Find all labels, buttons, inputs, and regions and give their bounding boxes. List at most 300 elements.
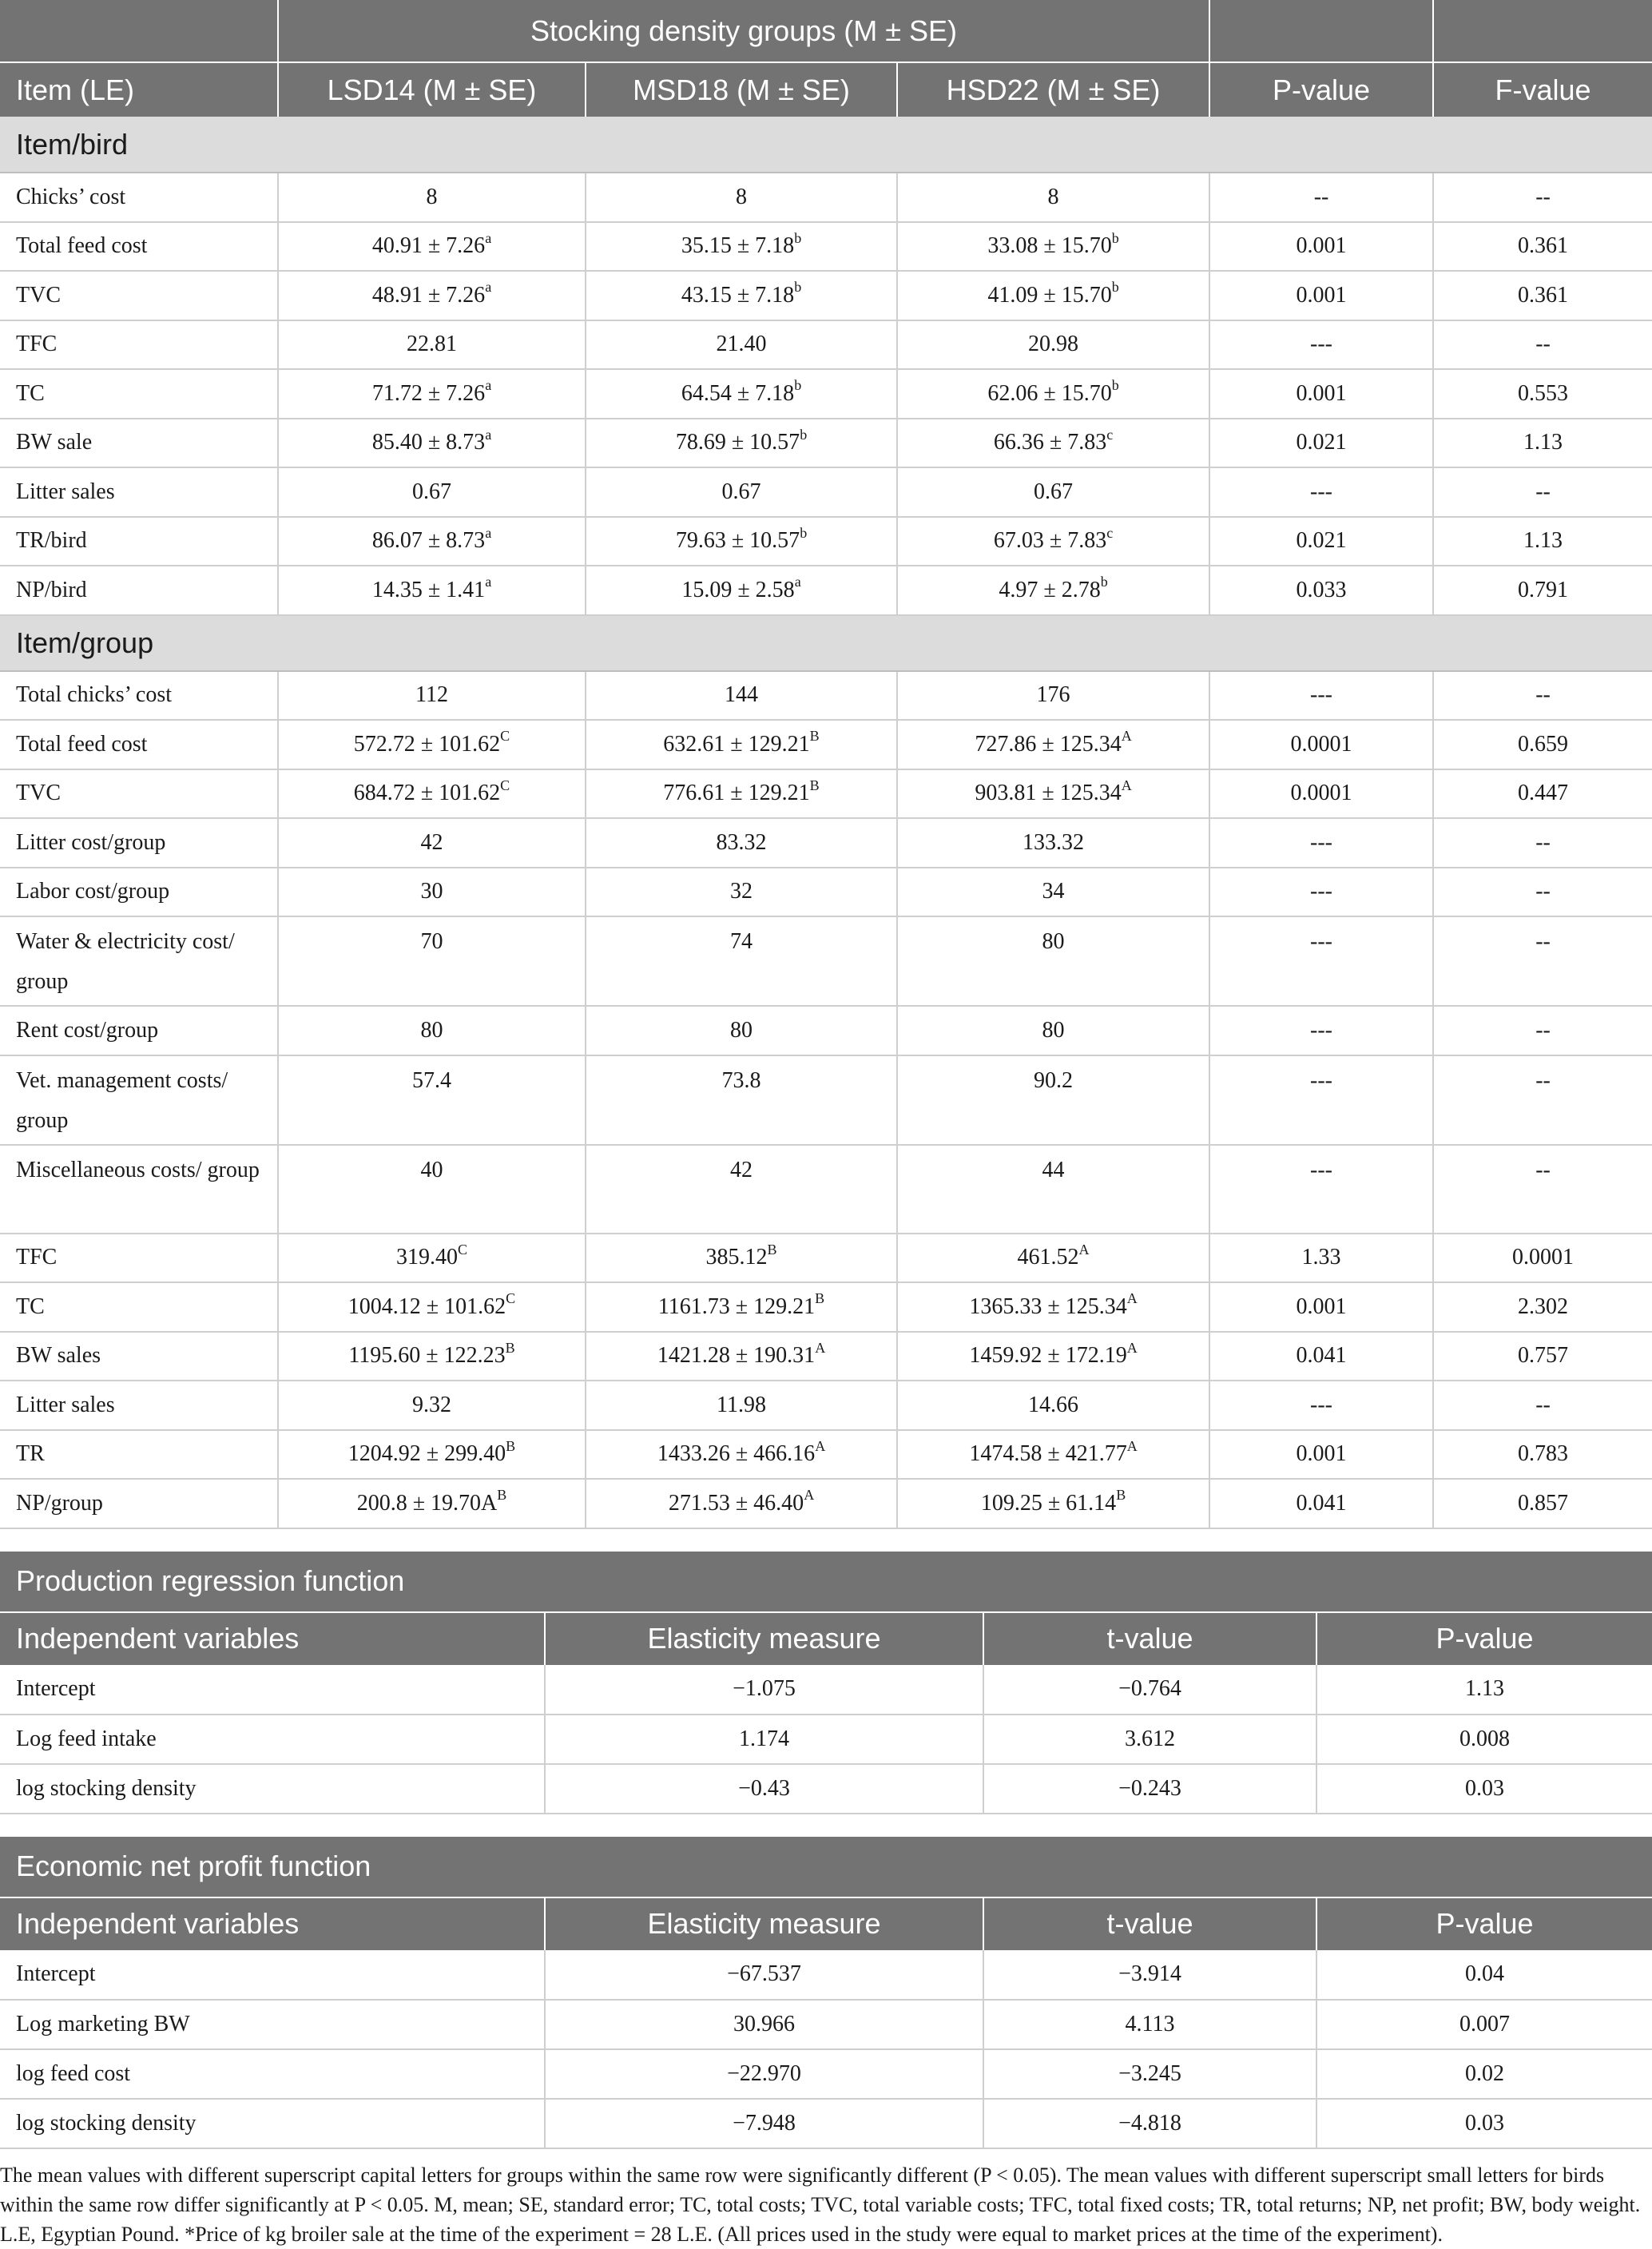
column-header-p-value: P-value xyxy=(1209,62,1433,117)
p-value-cell: --- xyxy=(1209,868,1433,917)
regression-column-header: t-value xyxy=(983,1612,1316,1665)
msd-value-cell xyxy=(586,1332,897,1381)
significance-superscript: C xyxy=(500,777,510,793)
significance-superscript: b xyxy=(794,229,802,246)
section-row xyxy=(0,117,1652,173)
regression-title: Production regression function xyxy=(0,1552,1652,1612)
table-row xyxy=(0,916,1652,1006)
table-row xyxy=(0,671,1652,721)
mean-value: 1459.92 ± 172.19 xyxy=(969,1343,1127,1369)
regression-cell: 0.008 xyxy=(1316,1715,1652,1764)
hsd-value-cell xyxy=(897,1479,1209,1528)
mean-value: 14.35 ± 1.41 xyxy=(371,577,486,602)
msd-value-cell xyxy=(586,1479,897,1528)
regression-cell: −3.245 xyxy=(983,2049,1316,2099)
lsd-value-cell xyxy=(278,916,586,1006)
table-row xyxy=(0,271,1652,320)
mean-value: 11.98 xyxy=(717,1392,766,1417)
header-blank-cell xyxy=(0,0,278,62)
msd-value-cell xyxy=(586,271,897,320)
regression-cell: −7.948 xyxy=(545,2099,983,2148)
lsd-value-cell xyxy=(278,369,586,419)
msd-value-cell xyxy=(586,916,897,1006)
f-value-cell: 0.0001 xyxy=(1433,1234,1652,1283)
table-row xyxy=(0,566,1652,615)
hsd-value-cell xyxy=(897,419,1209,468)
item-cell: Total feed cost xyxy=(0,720,278,769)
f-value-cell: -- xyxy=(1433,320,1652,370)
table-row xyxy=(0,868,1652,917)
item-cell: Labor cost/group xyxy=(0,868,278,917)
header-blank-cell xyxy=(1433,0,1652,62)
msd-value-cell xyxy=(586,818,897,868)
p-value-cell: 0.001 xyxy=(1209,271,1433,320)
item-cell: Vet. management costs/ group xyxy=(0,1055,278,1145)
p-value-cell: 0.0001 xyxy=(1209,720,1433,769)
table-row xyxy=(0,1665,1652,1715)
significance-superscript: A xyxy=(815,1339,826,1356)
column-header-item: Item (LE) xyxy=(0,62,278,117)
item-cell: TC xyxy=(0,1282,278,1332)
msd-value-cell xyxy=(586,1282,897,1332)
lsd-value-cell xyxy=(278,818,586,868)
regression-cell: Log feed intake xyxy=(0,1715,545,1764)
significance-superscript: B xyxy=(505,1339,515,1356)
f-value-cell: 0.783 xyxy=(1433,1430,1652,1480)
mean-value: 133.32 xyxy=(1023,829,1085,855)
msd-value-cell xyxy=(586,517,897,566)
regression-column-header: t-value xyxy=(983,1897,1316,1950)
significance-superscript: a xyxy=(794,574,801,590)
lsd-value-cell xyxy=(278,173,586,222)
f-value-cell: -- xyxy=(1433,467,1652,517)
table-row xyxy=(0,222,1652,272)
p-value-cell: 0.021 xyxy=(1209,517,1433,566)
msd-value-cell xyxy=(586,868,897,917)
mean-value: 57.4 xyxy=(412,1067,451,1093)
p-value-cell: --- xyxy=(1209,1381,1433,1430)
table-row xyxy=(0,1430,1652,1480)
hsd-value-cell xyxy=(897,769,1209,819)
mean-value: 90.2 xyxy=(1034,1067,1074,1093)
hsd-value-cell xyxy=(897,320,1209,370)
mean-value: 461.52 xyxy=(1017,1245,1079,1270)
msd-value-cell xyxy=(586,1006,897,1055)
table-row xyxy=(0,1006,1652,1055)
mean-value: 9.32 xyxy=(412,1392,451,1417)
p-value-cell: --- xyxy=(1209,818,1433,868)
significance-superscript: A xyxy=(1121,777,1132,793)
msd-value-cell xyxy=(586,566,897,615)
significance-superscript: b xyxy=(800,426,808,443)
mean-value: 66.36 ± 7.83 xyxy=(993,430,1107,455)
mean-value: 78.69 ± 10.57 xyxy=(675,430,800,455)
regression-column-header: Elasticity measure xyxy=(545,1612,983,1665)
table-row xyxy=(0,467,1652,517)
p-value-cell: 0.001 xyxy=(1209,222,1433,272)
significance-superscript: a xyxy=(485,524,492,541)
item-cell: BW sale xyxy=(0,419,278,468)
hsd-value-cell xyxy=(897,720,1209,769)
significance-superscript: a xyxy=(485,229,492,246)
table-row xyxy=(0,1950,1652,2000)
table-row xyxy=(0,1479,1652,1528)
msd-value-cell xyxy=(586,1381,897,1430)
regression-cell: −0.43 xyxy=(545,1764,983,1814)
item-cell: TVC xyxy=(0,271,278,320)
f-value-cell: 1.13 xyxy=(1433,419,1652,468)
significance-superscript: C xyxy=(506,1290,516,1307)
msd-value-cell xyxy=(586,769,897,819)
regression-header-row xyxy=(0,1897,1652,1950)
f-value-cell: -- xyxy=(1433,173,1652,222)
mean-value: 70 xyxy=(420,929,443,954)
mean-value: 86.07 ± 8.73 xyxy=(371,528,486,554)
f-value-cell: 0.361 xyxy=(1433,271,1652,320)
p-value-cell: --- xyxy=(1209,320,1433,370)
mean-value: 8 xyxy=(736,184,747,209)
regression-cell: 0.007 xyxy=(1316,2000,1652,2049)
item-cell: TR/bird xyxy=(0,517,278,566)
significance-superscript: C xyxy=(457,1241,467,1258)
significance-superscript: b xyxy=(1111,229,1119,246)
p-value-cell: --- xyxy=(1209,671,1433,721)
p-value-cell: --- xyxy=(1209,1006,1433,1055)
lsd-value-cell xyxy=(278,868,586,917)
p-value-cell: 0.041 xyxy=(1209,1479,1433,1528)
regression-column-header: P-value xyxy=(1316,1612,1652,1665)
regression-cell: 0.03 xyxy=(1316,2099,1652,2148)
section-row xyxy=(0,615,1652,671)
f-value-cell: 2.302 xyxy=(1433,1282,1652,1332)
mean-value: 176 xyxy=(1036,682,1070,708)
significance-superscript: A xyxy=(1126,1290,1138,1307)
mean-value: 67.03 ± 7.83 xyxy=(993,528,1107,554)
table-row xyxy=(0,2099,1652,2148)
hsd-value-cell xyxy=(897,271,1209,320)
lsd-value-cell xyxy=(278,1332,586,1381)
lsd-value-cell xyxy=(278,1145,586,1234)
significance-superscript: a xyxy=(485,377,492,394)
mean-value: 776.61 ± 129.21 xyxy=(663,781,810,806)
mean-value: 632.61 ± 129.21 xyxy=(663,731,810,757)
item-cell: Litter sales xyxy=(0,467,278,517)
regression-cell: 1.174 xyxy=(545,1715,983,1764)
f-value-cell: -- xyxy=(1433,1006,1652,1055)
lsd-value-cell xyxy=(278,517,586,566)
significance-superscript: B xyxy=(497,1487,507,1504)
hsd-value-cell xyxy=(897,1006,1209,1055)
msd-value-cell xyxy=(586,222,897,272)
table-row xyxy=(0,2049,1652,2099)
mean-value: 1195.60 ± 122.23 xyxy=(348,1343,506,1369)
regression-cell: log stocking density xyxy=(0,2099,545,2148)
hsd-value-cell xyxy=(897,369,1209,419)
significance-superscript: b xyxy=(794,377,802,394)
mean-value: 80 xyxy=(730,1017,753,1043)
mean-value: 8 xyxy=(1047,184,1059,209)
item-cell: TR xyxy=(0,1430,278,1480)
mean-value: 0.67 xyxy=(1034,479,1074,504)
hsd-value-cell xyxy=(897,467,1209,517)
mean-value: 1421.28 ± 190.31 xyxy=(657,1343,816,1369)
regression-cell: −67.537 xyxy=(545,1950,983,2000)
mean-value: 1161.73 ± 129.21 xyxy=(657,1293,816,1319)
regression-table xyxy=(0,1837,1652,2149)
header-row-groups xyxy=(0,0,1652,62)
table-row xyxy=(0,320,1652,370)
significance-superscript: B xyxy=(767,1241,777,1258)
regression-cell: 3.612 xyxy=(983,1715,1316,1764)
regression-header-row xyxy=(0,1612,1652,1665)
hsd-value-cell xyxy=(897,916,1209,1006)
table-row xyxy=(0,818,1652,868)
mean-value: 85.40 ± 8.73 xyxy=(371,430,486,455)
mean-value: 74 xyxy=(730,929,753,954)
mean-value: 40.91 ± 7.26 xyxy=(371,233,486,259)
regression-cell: log feed cost xyxy=(0,2049,545,2099)
significance-superscript: A xyxy=(815,1437,826,1454)
mean-value: 572.72 ± 101.62 xyxy=(353,731,501,757)
p-value-cell: 0.033 xyxy=(1209,566,1433,615)
regression-cell: −4.818 xyxy=(983,2099,1316,2148)
mean-value: 15.09 ± 2.58 xyxy=(681,577,795,602)
msd-value-cell xyxy=(586,419,897,468)
lsd-value-cell xyxy=(278,1479,586,1528)
column-header-lsd14: LSD14 (M ± SE) xyxy=(278,62,586,117)
p-value-cell: -- xyxy=(1209,173,1433,222)
regression-cell: −1.075 xyxy=(545,1665,983,1715)
table-row xyxy=(0,1234,1652,1283)
lsd-value-cell xyxy=(278,1006,586,1055)
msd-value-cell xyxy=(586,1234,897,1283)
table-row xyxy=(0,419,1652,468)
item-cell: BW sales xyxy=(0,1332,278,1381)
mean-value: 73.8 xyxy=(721,1067,761,1093)
lsd-value-cell xyxy=(278,1282,586,1332)
item-cell: Total chicks’ cost xyxy=(0,671,278,721)
mean-value: 1004.12 ± 101.62 xyxy=(347,1293,506,1319)
mean-value: 48.91 ± 7.26 xyxy=(371,282,486,308)
regression-cell: 4.113 xyxy=(983,2000,1316,2049)
significance-superscript: A xyxy=(804,1487,815,1504)
table-row xyxy=(0,1764,1652,1814)
f-value-cell: 0.857 xyxy=(1433,1479,1652,1528)
mean-value: 80 xyxy=(1042,929,1065,954)
msd-value-cell xyxy=(586,1055,897,1145)
mean-value: 43.15 ± 7.18 xyxy=(681,282,795,308)
regression-title-row xyxy=(0,1837,1652,1897)
lsd-value-cell xyxy=(278,566,586,615)
item-cell: Litter cost/group xyxy=(0,818,278,868)
mean-value: 1433.26 ± 466.16 xyxy=(657,1441,816,1467)
item-cell: NP/group xyxy=(0,1479,278,1528)
significance-superscript: A xyxy=(1078,1241,1090,1258)
msd-value-cell xyxy=(586,369,897,419)
lsd-value-cell xyxy=(278,320,586,370)
hsd-value-cell xyxy=(897,1055,1209,1145)
significance-superscript: c xyxy=(1106,426,1114,443)
msd-value-cell xyxy=(586,467,897,517)
item-cell: TVC xyxy=(0,769,278,819)
lsd-value-cell xyxy=(278,1055,586,1145)
mean-value: 34 xyxy=(1042,879,1065,904)
f-value-cell: -- xyxy=(1433,916,1652,1006)
lsd-value-cell xyxy=(278,419,586,468)
msd-value-cell xyxy=(586,671,897,721)
significance-superscript: B xyxy=(1116,1487,1126,1504)
significance-superscript: b xyxy=(1100,574,1108,590)
significance-superscript: B xyxy=(815,1290,825,1307)
p-value-cell: 0.021 xyxy=(1209,419,1433,468)
significance-superscript: B xyxy=(809,777,820,793)
hsd-value-cell xyxy=(897,173,1209,222)
f-value-cell: 0.447 xyxy=(1433,769,1652,819)
lsd-value-cell xyxy=(278,720,586,769)
mean-value: 41.09 ± 15.70 xyxy=(987,282,1112,308)
table-row xyxy=(0,1332,1652,1381)
mean-value: 319.40 xyxy=(395,1245,458,1270)
mean-value: 62.06 ± 15.70 xyxy=(987,380,1112,406)
section-title: Item/bird xyxy=(0,117,1652,173)
item-cell: Litter sales xyxy=(0,1381,278,1430)
table-row xyxy=(0,769,1652,819)
regression-cell: 0.02 xyxy=(1316,2049,1652,2099)
table-row xyxy=(0,720,1652,769)
mean-value: 109.25 ± 61.14 xyxy=(980,1490,1117,1516)
hsd-value-cell xyxy=(897,1430,1209,1480)
column-header-msd18: MSD18 (M ± SE) xyxy=(586,62,897,117)
p-value-cell: 0.001 xyxy=(1209,1430,1433,1480)
table-row xyxy=(0,1145,1652,1234)
regression-table xyxy=(0,1552,1652,1814)
mean-value: 144 xyxy=(725,682,758,708)
mean-value: 40 xyxy=(420,1157,443,1182)
msd-value-cell xyxy=(586,1430,897,1480)
p-value-cell: --- xyxy=(1209,1145,1433,1234)
mean-value: 79.63 ± 10.57 xyxy=(675,528,800,554)
hsd-value-cell xyxy=(897,868,1209,917)
f-value-cell: 1.13 xyxy=(1433,517,1652,566)
mean-value: 0.67 xyxy=(721,479,761,504)
main-table-body xyxy=(0,117,1652,1528)
significance-superscript: A xyxy=(1126,1339,1138,1356)
f-value-cell: 0.553 xyxy=(1433,369,1652,419)
mean-value: 80 xyxy=(420,1017,443,1043)
p-value-cell: 0.001 xyxy=(1209,1282,1433,1332)
p-value-cell: --- xyxy=(1209,916,1433,1006)
msd-value-cell xyxy=(586,173,897,222)
table-row xyxy=(0,1715,1652,1764)
p-value-cell: 0.041 xyxy=(1209,1332,1433,1381)
item-cell: Water & electricity cost/ group xyxy=(0,916,278,1006)
regression-cell: 0.03 xyxy=(1316,1764,1652,1814)
table-row xyxy=(0,173,1652,222)
mean-value: 14.66 xyxy=(1028,1392,1079,1417)
regression-title: Economic net profit function xyxy=(0,1837,1652,1897)
significance-superscript: C xyxy=(500,728,510,745)
mean-value: 8 xyxy=(426,184,438,209)
f-value-cell: -- xyxy=(1433,818,1652,868)
table-row xyxy=(0,517,1652,566)
mean-value: 727.86 ± 125.34 xyxy=(975,731,1122,757)
mean-value: 20.98 xyxy=(1028,332,1079,357)
column-header-f-value: F-value xyxy=(1433,62,1652,117)
mean-value: 64.54 ± 7.18 xyxy=(681,380,795,406)
lsd-value-cell xyxy=(278,222,586,272)
regression-tables xyxy=(0,1552,1652,2149)
regression-cell: Intercept xyxy=(0,1665,545,1715)
mean-value: 112 xyxy=(415,682,448,708)
f-value-cell: -- xyxy=(1433,671,1652,721)
mean-value: 44 xyxy=(1042,1157,1065,1182)
hsd-value-cell xyxy=(897,1234,1209,1283)
significance-superscript: b xyxy=(800,524,808,541)
item-cell: Rent cost/group xyxy=(0,1006,278,1055)
mean-value: 0.67 xyxy=(412,479,451,504)
mean-value: 1365.33 ± 125.34 xyxy=(969,1293,1127,1319)
mean-value: 83.32 xyxy=(716,829,767,855)
item-cell: Chicks’ cost xyxy=(0,173,278,222)
mean-value: 385.12 xyxy=(705,1245,768,1270)
regression-column-header: Independent variables xyxy=(0,1897,545,1950)
p-value-cell: 0.001 xyxy=(1209,369,1433,419)
mean-value: 200.8 ± 19.70A xyxy=(356,1490,498,1516)
hsd-value-cell xyxy=(897,222,1209,272)
table-row xyxy=(0,1282,1652,1332)
lsd-value-cell xyxy=(278,769,586,819)
f-value-cell: 0.361 xyxy=(1433,222,1652,272)
mean-value: 21.40 xyxy=(716,332,767,357)
item-cell: NP/bird xyxy=(0,566,278,615)
mean-value: 1204.92 ± 299.40 xyxy=(347,1441,506,1467)
hsd-value-cell xyxy=(897,566,1209,615)
regression-cell: −0.764 xyxy=(983,1665,1316,1715)
mean-value: 4.97 ± 2.78 xyxy=(999,577,1101,602)
hsd-value-cell xyxy=(897,1332,1209,1381)
significance-superscript: a xyxy=(485,426,492,443)
table-footnote: The mean values with different superscript capital letters for groups within the same row were significantly different (P < 0.05). The mean values with different superscript small letters for birds within the same row differ significantly at P < 0.05. M, mean; SE, standard error; TC, total costs; TVC, total variable costs; TFC, total fixed costs; TR, total returns; NP, net profit; BW, body weight. L.E, Egyptian Pound. *Price of kg broiler sale at the time of the experiment = 28 L.E. (All prices used in the study were equal to market prices at the time of the experiment). xyxy=(0,2163,1641,2246)
regression-cell: 0.04 xyxy=(1316,1950,1652,2000)
mean-value: 33.08 ± 15.70 xyxy=(987,233,1112,259)
f-value-cell: -- xyxy=(1433,1145,1652,1234)
item-cell: Total feed cost xyxy=(0,222,278,272)
f-value-cell: -- xyxy=(1433,1055,1652,1145)
table-row xyxy=(0,1055,1652,1145)
section-title: Item/group xyxy=(0,615,1652,671)
hsd-value-cell xyxy=(897,1145,1209,1234)
hsd-value-cell xyxy=(897,671,1209,721)
regression-cell: 30.966 xyxy=(545,2000,983,2049)
hsd-value-cell xyxy=(897,818,1209,868)
mean-value: 71.72 ± 7.26 xyxy=(371,380,486,406)
group-header: Stocking density groups (M ± SE) xyxy=(278,0,1209,62)
p-value-cell: 1.33 xyxy=(1209,1234,1433,1283)
header-row-columns xyxy=(0,62,1652,117)
item-cell: TFC xyxy=(0,320,278,370)
hsd-value-cell xyxy=(897,1381,1209,1430)
msd-value-cell xyxy=(586,1145,897,1234)
table-row xyxy=(0,369,1652,419)
column-header-hsd22: HSD22 (M ± SE) xyxy=(897,62,1209,117)
lsd-value-cell xyxy=(278,1234,586,1283)
significance-superscript: a xyxy=(485,279,492,296)
lsd-value-cell xyxy=(278,1381,586,1430)
hsd-value-cell xyxy=(897,1282,1209,1332)
item-cell: TC xyxy=(0,369,278,419)
f-value-cell: 0.791 xyxy=(1433,566,1652,615)
f-value-cell: -- xyxy=(1433,868,1652,917)
